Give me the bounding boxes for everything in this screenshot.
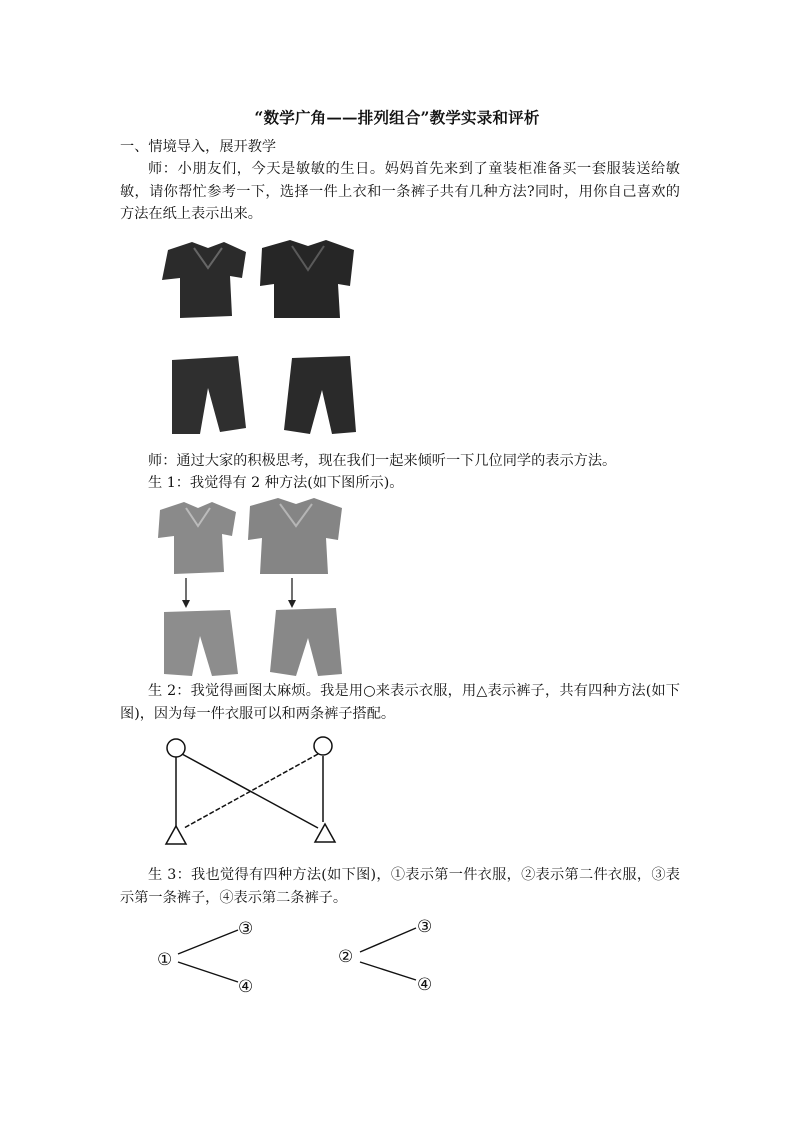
pants-2-light-image <box>270 608 342 676</box>
circle-triangle-diagram <box>160 734 350 846</box>
pants-1-image <box>172 356 246 434</box>
paragraph-teacher-1: 师：小朋友们，今天是敏敏的生日。妈妈首先来到了童装柜准备买一套服装送给敏敏，请你帮忙参考一下，选择一件上衣和一条裤子共有几种方法?同时，用你自己喜欢的方法在纸上表示出来。 <box>120 161 680 222</box>
arrow-2 <box>288 578 296 608</box>
clothes-figure-2 <box>150 496 360 676</box>
numbered-node-diagram <box>140 910 450 1002</box>
circle-node-2 <box>314 737 332 755</box>
clothes-figure-1 <box>150 238 370 438</box>
node-3-label: ③ <box>238 919 254 939</box>
node-3b-label: ③ <box>417 917 433 937</box>
paragraph-student-3: 生 3：我也觉得有四种方法(如下图)，①表示第一件衣服，②表示第二件衣服，③表示第一条裤子，④表示第二条裤子。 <box>120 867 680 906</box>
triangle-node-2 <box>315 824 335 842</box>
pants-1-light-image <box>164 610 238 676</box>
document-title: “数学广角——排列组合”教学实录和评析 <box>254 108 540 127</box>
paragraph-student-2: 生 2：我觉得画图太麻烦。我是用○来表示衣服，用△表示裤子，共有四种方法(如下图)，因为每一件衣服可以和两条裤子搭配。 <box>120 683 680 722</box>
node-4-label: ④ <box>238 977 254 997</box>
arrow-1 <box>182 578 190 608</box>
shirt-2-light-image <box>248 498 342 574</box>
node-1-label: ① <box>157 950 173 970</box>
node-2-label: ② <box>338 947 354 967</box>
shirt-1-image <box>162 242 246 318</box>
pants-2-image <box>284 356 356 434</box>
shirt-2-image <box>260 240 354 318</box>
shirt-1-light-image <box>158 502 236 574</box>
node-4b-label: ④ <box>417 975 433 995</box>
section-heading: 一、情境导入，展开教学 <box>120 139 277 155</box>
paragraph-student-1: 生 1：我觉得有 2 种方法(如下图所示)。 <box>148 475 404 491</box>
triangle-node-1 <box>166 826 186 844</box>
paragraph-teacher-2: 师：通过大家的积极思考，现在我们一起来倾听一下几位同学的表示方法。 <box>148 453 617 469</box>
circle-node-1 <box>167 739 185 757</box>
